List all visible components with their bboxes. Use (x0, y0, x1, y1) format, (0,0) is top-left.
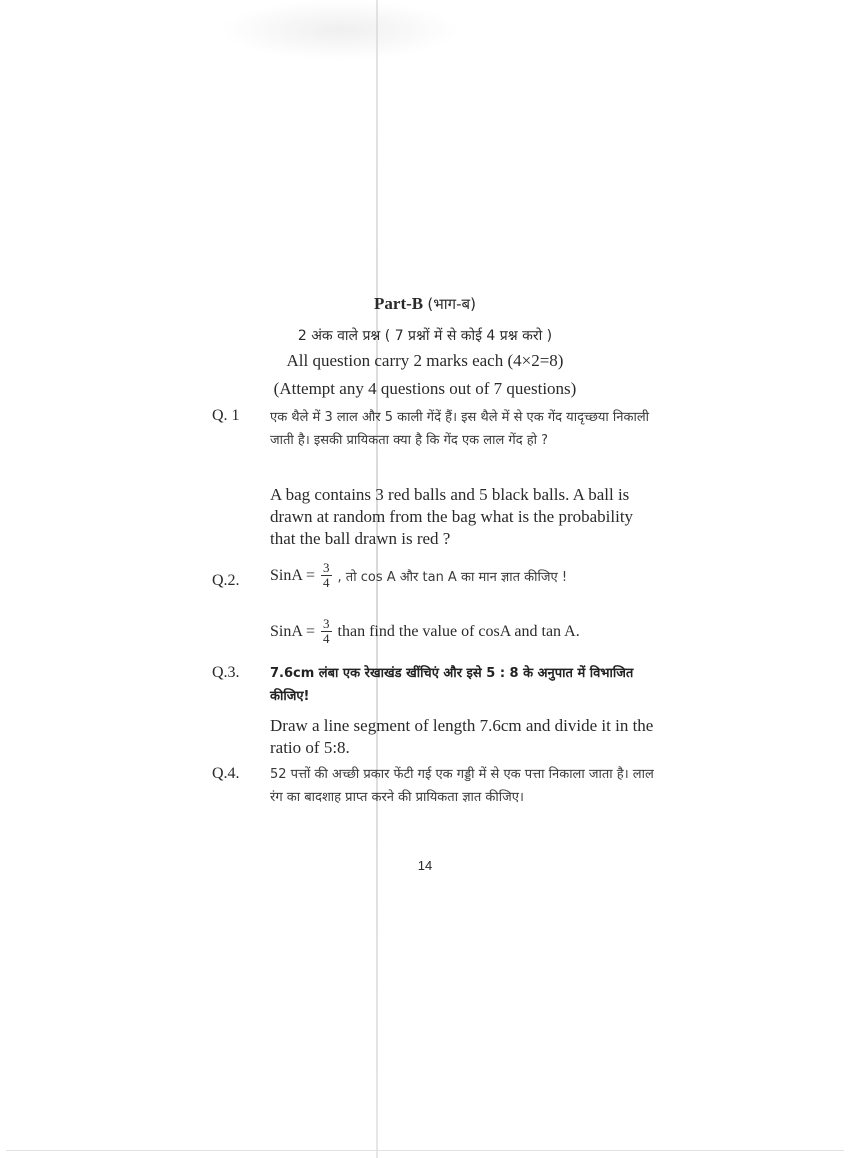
fraction (321, 561, 332, 590)
attempt-note: (Attempt any 4 questions out of 7 questions) (273, 379, 577, 398)
question-4-hindi: 52 पत्तों की अच्छी प्रकार फेंटी गई एक गड्डी में से एक पत्ता निकाला जाता है। लाल रंग का बादशाह प्राप्त करने की प्रायिकता ज्ञात कीजिए। (270, 767, 654, 805)
question-2-hindi-text: , तो cos A और tan A का मान ज्ञात कीजिए ! (337, 569, 568, 585)
sin-a-lhs: SinA = (270, 622, 316, 640)
question-number: Q.3. (212, 664, 240, 681)
question-2-english-text: than find the value of cosA and tan A. (337, 622, 580, 640)
question-number: Q.2. (212, 572, 240, 589)
question-number: Q.4. (212, 765, 240, 782)
question-1-english: A bag contains 3 red balls and 5 black balls. A ball is drawn at random from the bag what is the probability that the ball drawn is red ? (270, 485, 634, 548)
sin-a-lhs: SinA = (270, 566, 316, 584)
question-1-hindi: एक थैले में 3 लाल और 5 काली गेंदें हैं। इस थैले में से एक गेंद यादृच्छया निकाली जाती है। इसकी प्रायिकता क्या है कि गेंद एक लाल गेंद हो ? (270, 410, 650, 448)
fraction-numerator: 3 (323, 616, 330, 631)
fraction-denominator: 4 (323, 631, 330, 646)
question-number: Q. 1 (212, 407, 240, 424)
part-title-hindi: (भाग-ब) (427, 295, 476, 313)
part-heading (0, 294, 850, 314)
question-3-hindi: 7.6cm लंबा एक रेखाखंड खींचिएं और इसे 5 : 8 के अनुपात में विभाजित कीजिए! (270, 666, 634, 704)
question-2-hindi (270, 561, 660, 590)
part-title: Part-B (374, 294, 424, 313)
scan-bleed (220, 0, 460, 60)
fraction-numerator: 3 (323, 560, 330, 575)
question-3-english: Draw a line segment of length 7.6cm and divide it in the ratio of 5:8. (270, 716, 654, 757)
page-edge (6, 1150, 844, 1151)
fraction (321, 617, 332, 646)
page-number: 14 (417, 858, 433, 873)
fraction-denominator: 4 (323, 575, 330, 590)
question-2-english (270, 617, 660, 646)
instruction-hindi: 2 अंक वाले प्रश्न ( 7 प्रश्नों में से कोई 4 प्रश्न करो ) (297, 328, 553, 344)
instruction-english: All question carry 2 marks each (4×2=8) (286, 351, 564, 370)
